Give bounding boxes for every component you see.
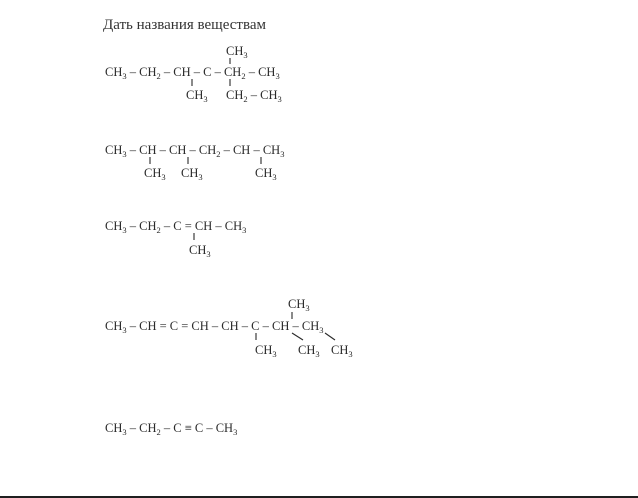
formula-2-below-c: $CH_3$ <box>255 166 277 182</box>
page-title: Дать названия веществам <box>103 17 266 33</box>
formula-4 <box>105 297 353 359</box>
formula-1-below-b: $CH_2 - CH_3$ <box>226 88 282 104</box>
formula-4-below-a: $CH_3$ <box>255 343 277 359</box>
formula-3 <box>105 219 246 259</box>
formula-4-main-chain: $CH_3$ – CH = C = CH – CH – C – CH – $CH_3$ <box>105 319 324 335</box>
formula-2-below-a: $CH_3$ <box>144 166 166 182</box>
formula-1 <box>105 44 282 104</box>
formula-2-below-b: $CH_3$ <box>181 166 203 182</box>
formula-3-main-chain: $CH_3 - CH_2$ – C = CH – $CH_3$ <box>105 219 247 235</box>
formula-5 <box>105 421 237 437</box>
formula-4-bond-down-c <box>325 333 335 340</box>
formula-1-main-chain: $CH_3 - CH_2$ – CH – C – $CH_2 - CH_3$ <box>105 65 280 81</box>
formula-3-below-a: $CH_3$ <box>189 243 211 259</box>
formula-4-above-group: $CH_3$ <box>288 297 310 313</box>
formula-2-main-chain: $CH_3$ – CH – CH – $CH_2$ – CH – $CH_3$ <box>105 143 285 159</box>
formula-2 <box>105 143 284 182</box>
formula-4-below-c: $CH_3$ <box>331 343 353 359</box>
formula-1-above-group: $CH_3$ <box>226 44 248 60</box>
formula-4-below-b: $CH_3$ <box>298 343 320 359</box>
formula-5-main-chain: $CH_3 - CH_2 - C \equiv C - CH_3$ <box>105 421 238 437</box>
formula-4-bond-down-b <box>292 333 303 340</box>
formula-1-below-a: $CH_3$ <box>186 88 208 104</box>
